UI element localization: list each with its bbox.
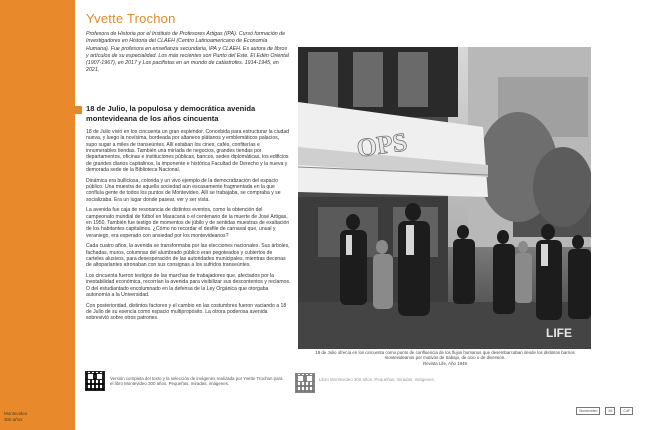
sidebar-footer-line2: 300 años — [4, 416, 23, 422]
shop-sign-text: OPS — [354, 127, 409, 163]
body-paragraph: La avenida fue caja de resonancia de distintos eventos, como la obtención del campeonato mundial de fútbol en Maracaná o el centenario de la muerte de José Artigas, en 1950. También fue testigo de momentos de júbilo y de sentidas muestras de exaltación de los habitantes capitalinos. ¿Cómo no recordar el desfile de carnaval que, unual y veraniego, era esperado con ansiedad por los montevideanos? — [86, 207, 290, 239]
photo-watermark: LIFE — [546, 326, 572, 340]
sponsor-logos — [576, 407, 633, 415]
body-paragraph: 18 de Julio vivió en los cincuenta un gran esplendor. Concebida para estructurar la ciudad nueva, y luego la novísima, bordeada por altaneos plátanos y emblemáticos palacios, supo sugar a miles de transeúntes. Allí estaban los cines, cafés, confiterías e innumerables tiendas. También una miríada de negocios, grandes tiendas por departamentos, oficinas e instituciones públicas, bancos, sedes diplomáticas, los edificios de grandes diarios capitalinos, la imponente e histórica Facultad de Derecho y la nueva y demorada sede de la Biblioteca Nacional. — [86, 129, 290, 174]
street-photo — [298, 47, 591, 349]
author-bio: Profesora de Historia por el Instituto de Profesores Artigas (IPA). Cursó formación de Investigadores en Historia del CLAEH (Centro Latinoamericano de Economía Humana). Fue profesora en enseñanza secundaria, IPA y CLAEH. Es autora de libros y artículos de su especialidad. Los más recientes son Punto del Este. El Edén Oriental (1907-1967), en 2017 y Los pacifistas en un mundo de catástrofes. 1914-1945, en 2021. — [86, 31, 289, 74]
qr-code-icon[interactable] — [295, 373, 315, 393]
photo-credit: Revista Life, Año 1949 — [423, 361, 467, 366]
section-heading: 18 de Julio, la populosa y democrática avenida montevideana de los años cincuenta — [86, 104, 256, 123]
article-body — [86, 129, 291, 326]
sidebar-band — [0, 0, 75, 430]
body-paragraph: Cada cuatro años, la avenida se transformaba por las elecciones nacionales. Sus árboles, fachadas, muros, columnas del alumbrado público eran pegoteados y cubiertos de carteles alusivos, para desesperación de las autoridades municipales, mientras decenas de altoparlantes atronaban con sus consignas a los sufridos transeúntes. — [86, 243, 290, 269]
body-paragraph: Dinámica era bulliciosa, colorida y un vivo ejemplo de la democratización del espacio público. Una muestra de aquella sociedad aún escasamente fragmentada en la que confluía gente de todos los puntos de Montevideo. Allí se trabajaba, se compraba y se socializaba. Era un lugar donde pasear, ver y ser vista. — [86, 177, 281, 203]
author-name: Yvette Trochon — [86, 11, 176, 26]
footnote-right: Libro Montevideo 300 años. Pequeñas, miradas, imágenes. — [319, 377, 435, 382]
sidebar-footer-line1: Montevideo — [4, 411, 28, 416]
footnote-left: Versión completa del texto y la selección de imágenes realizada por Yvette Trochon para el libro Montevideo 300 años. Pequeñas, miradas, imágenes. — [110, 376, 283, 387]
logo-cdf: CdF — [620, 407, 633, 415]
logo-im: IM — [605, 407, 615, 415]
qr-code-icon[interactable] — [85, 371, 105, 391]
sidebar-footer — [4, 411, 64, 422]
body-paragraph: Los cincuenta fueron testigos de las marchas de trabajadores que, afectados por la inestabilidad económica, recorrían la avenida para visibilizar sus descontentos y reclamos. O del estudiantado encolumnado en la defensa de la Ley Orgánica que otorgaba autonomía a la Universidad. — [86, 273, 291, 299]
heading-bullet-icon — [74, 106, 82, 114]
photo-caption: 18 de Julio ofrecía en los cincuenta como punto de confluencia de los flujos humanos que desembarcaban desde los distintos barrios montevideanos por motivos de trabajo, de ocio o de diversión. — [315, 350, 575, 361]
street-photo-illustration — [298, 47, 591, 349]
logo-montevideo: Montevideo — [576, 407, 600, 415]
body-paragraph: Con posterioridad, distintos factores y el cambio en las costumbres fueron vaciando a 18 de Julio de su esencia como espacio multipropósito. La otrora poderosa avenida sobrevivió sobre otros patrones. — [86, 302, 287, 322]
